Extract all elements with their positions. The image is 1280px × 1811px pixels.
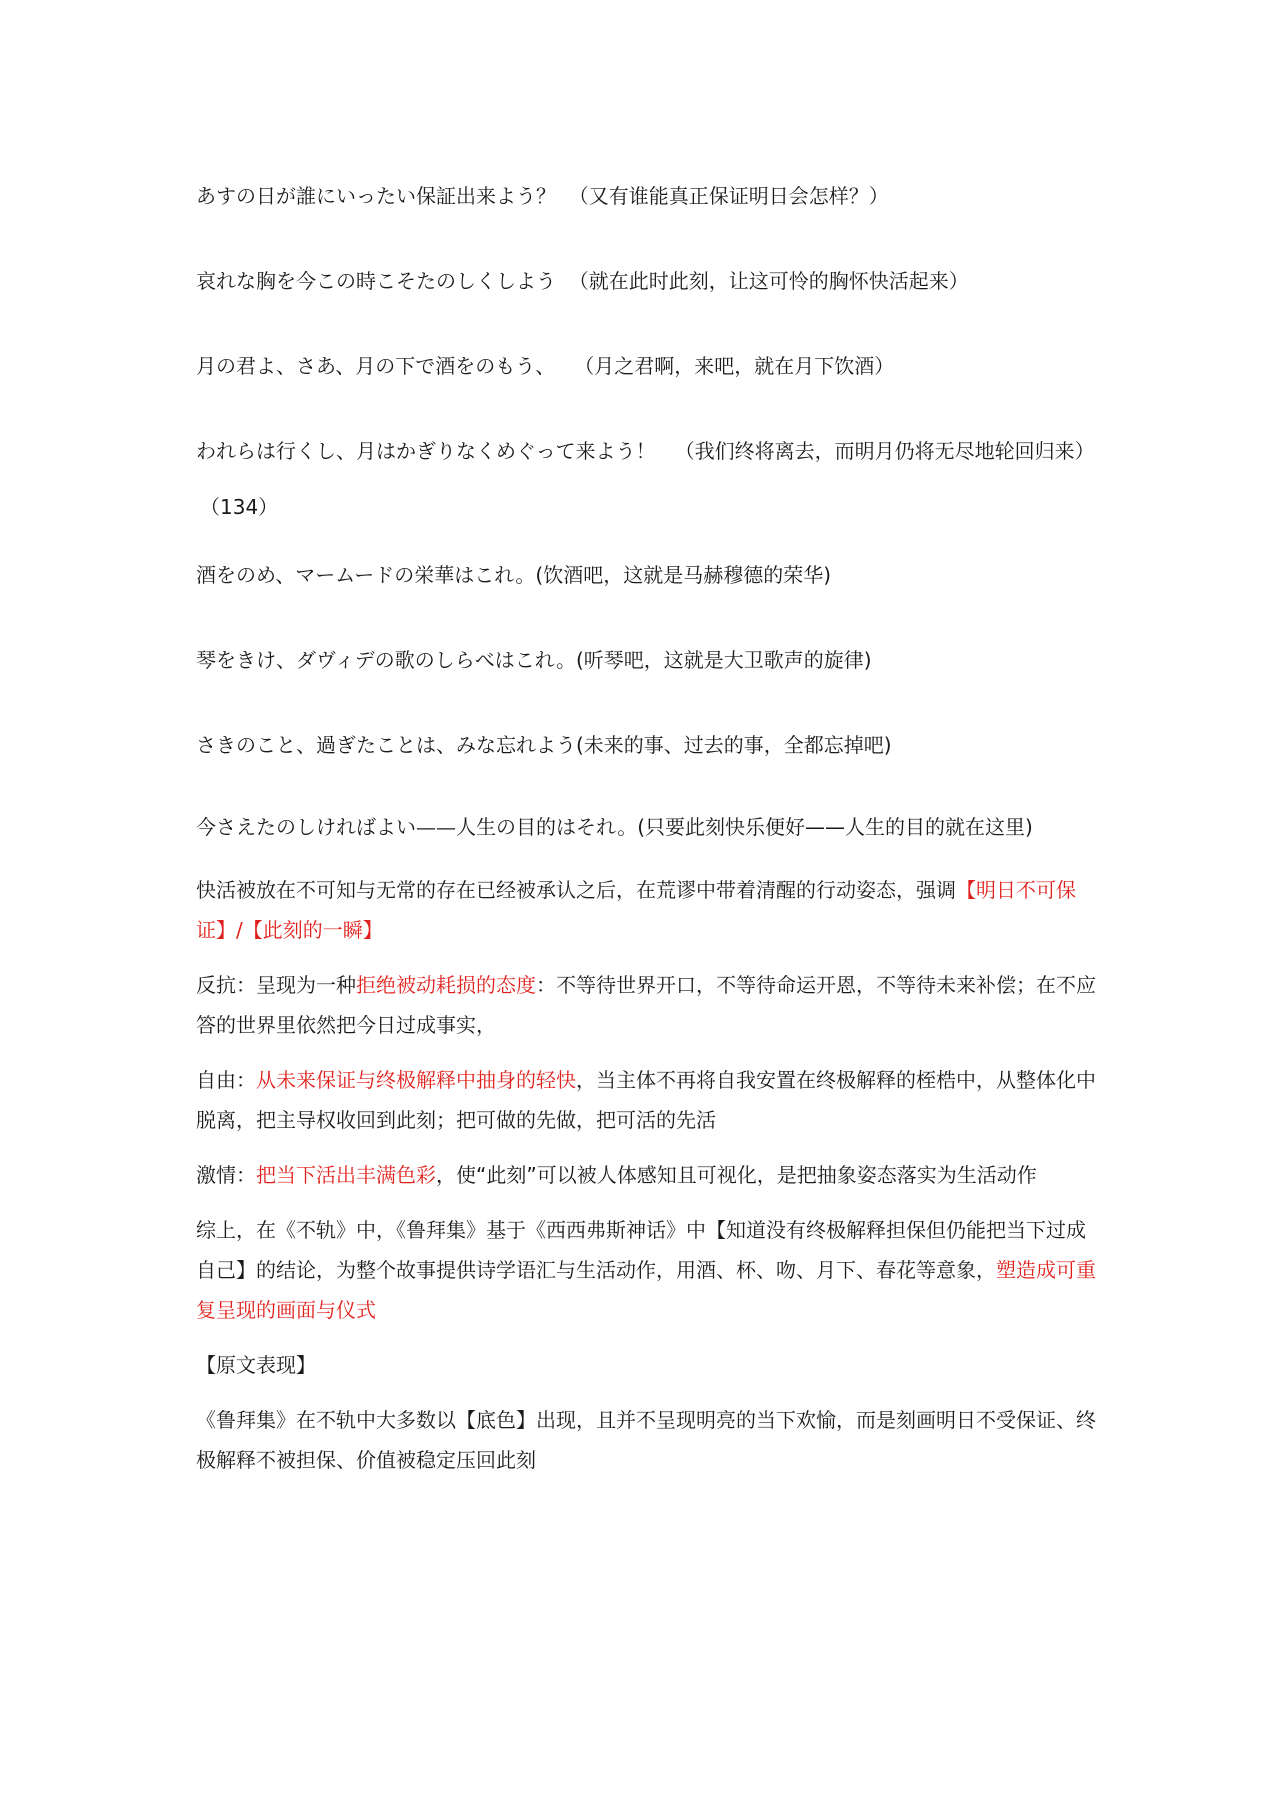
poem-line-japanese: われらは行くし、月はかぎりなくめぐって来よう！ [196,439,656,463]
poem-line-2 [196,255,1096,307]
poem-line-japanese: あすの日が誰にいったい保証出来よう？ [196,184,556,208]
section-heading: 【原文表现】 [196,1353,316,1377]
paragraph-rebellion [196,965,1096,1045]
highlight-text: 拒绝被动耗损的态度 [356,973,536,997]
highlight-text: 【明日不可保证】/【此刻的一瞬】 [196,878,1076,942]
paragraph-text: 自由： [196,1068,256,1092]
highlight-text: 塑造成可重复呈现的画面与仪式 [196,1258,1096,1322]
document-body [196,170,1096,1495]
poem-line-chinese: (饮酒吧，这就是马赫穆德的荣华) [535,563,832,587]
poem-line-chinese: （我们终将离去，而明月仍将无尽地轮回归来） [674,439,1095,463]
paragraph-text: 激情： [196,1163,256,1187]
paragraph-freedom [196,1060,1096,1140]
paragraph-original-text: 《鲁拜集》在不轨中大多数以【底色】出现，且并不呈现明亮的当下欢愉，而是刻画明日不受保证、终极解释不被担保、价值被稳定压回此刻 [196,1408,1096,1472]
poem-line-chinese: （就在此时此刻，让这可怜的胸怀快活起来） [568,269,969,293]
poem-line-chinese: （又有谁能真正保证明日会怎样？） [568,184,889,208]
poem-line-1 [196,170,1096,222]
poem-line-japanese: さきのこと、過ぎたことは、みな忘れよう [196,733,576,757]
poem-line-japanese: 酒をのめ、マームードの栄華はこれ。 [196,563,536,587]
paragraph-text: ：不等待世界开口，不等待命运开恩，不等待未来补偿；在不应答的世界里依然把今日过成事实， [196,973,1096,1037]
paragraph-text: 综上，在《不轨》中，《鲁拜集》基于《西西弗斯神话》中【知道没有终极解释担保但仍能把当下过成自己】的结论，为整个故事提供诗学语汇与生活动作，用酒、杯、吻、月下、春花等意象， [196,1218,1086,1282]
poem-line-chinese: (听琴吧，这就是大卫歌声的旋律) [576,648,872,672]
highlight-text: 把当下活出丰满色彩 [256,1163,436,1187]
poem-line-8 [196,804,1096,850]
citation-number: （134） [200,495,279,519]
poem-line-4 [196,425,1096,477]
paragraph-conclusion [196,1210,1096,1330]
poem-line-japanese: 月の君よ、さあ、月の下で酒をのもう、 [196,354,556,378]
poem-line-japanese: 琴をきけ、ダヴィデの歌のしらべはこれ。 [196,648,576,672]
poem-line-5 [196,549,1096,601]
poem-line-chinese: （月之君啊，来吧，就在月下饮酒） [574,354,895,378]
paragraph-text: 快活被放在不可知与无常的存在已经被承认之后，在荒谬中带着清醒的行动姿态，强调 [196,878,956,902]
poem-line-japanese: 哀れな胸を今この時こそたのしくしよう [196,269,556,293]
poem-line-6 [196,634,1096,686]
poem-line-3 [196,340,1096,392]
poem-line-chinese: (未来的事、过去的事，全都忘掉吧) [576,733,892,757]
poem-line-japanese: 今さえたのしければよい——人生の目的はそれ。 [196,815,638,839]
paragraph-text: 反抗：呈现为一种 [196,973,356,997]
poem-line-chinese: (只要此刻快乐便好——人生的目的就在这里) [637,815,1033,839]
paragraph-summary [196,870,1096,950]
paragraph-text: ，使“此刻”可以被人体感知且可视化，是把抽象姿态落实为生活动作 [436,1163,1037,1187]
highlight-text: 从未来保证与终极解释中抽身的轻快 [256,1068,576,1092]
poem-line-7 [196,719,1096,771]
paragraph-passion [196,1155,1096,1195]
paragraph-text: ，当主体不再将自我安置在终极解释的桎梏中，从整体化中脱离，把主导权收回到此刻；把可做的先做，把可活的先活 [196,1068,1096,1132]
